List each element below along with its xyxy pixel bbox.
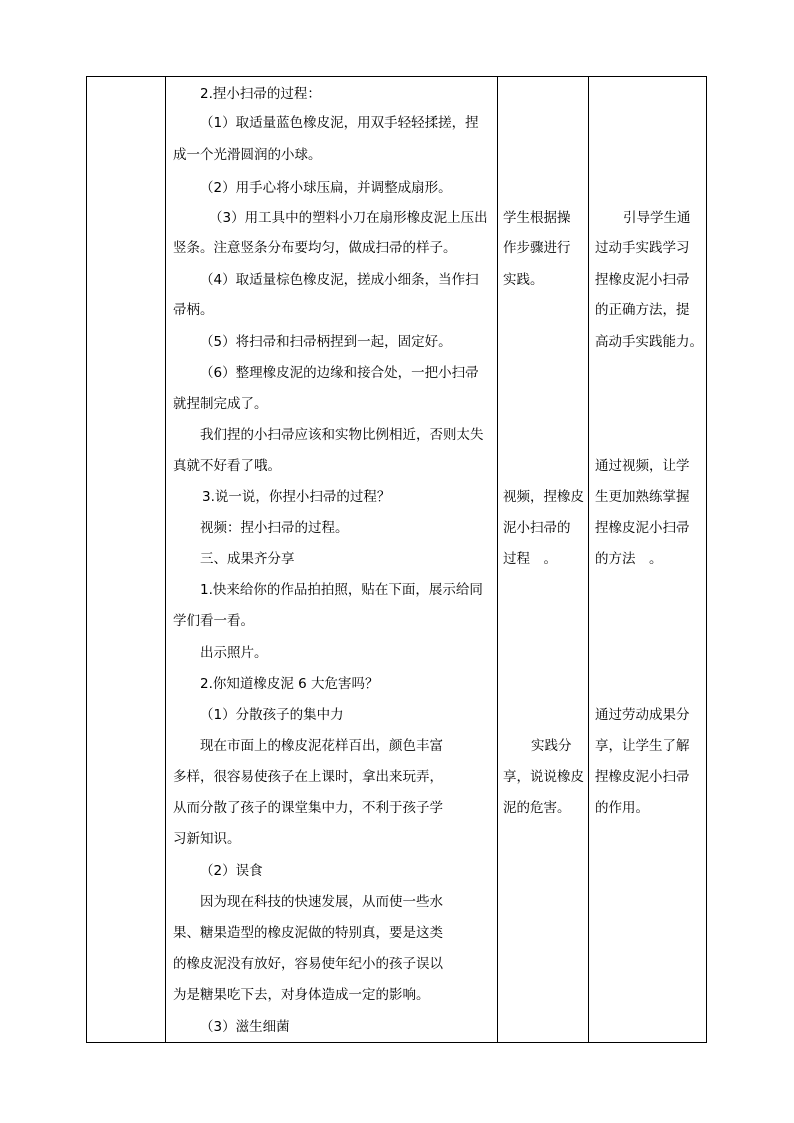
text-line: 捏橡皮泥小扫帚 <box>595 520 690 536</box>
text-line: 真就不好看了哦。 <box>173 458 281 474</box>
text-line: 过动手实践学习 <box>595 240 690 256</box>
text-line: 从而分散了孩子的课堂集中力，不利于孩子学 <box>173 800 443 816</box>
text-line: 过程 。 <box>503 551 557 567</box>
text-line: （6）整理橡皮泥的边缘和接合处，一把小扫帚 <box>200 365 479 381</box>
text-line: 2.你知道橡皮泥 6 大危害吗？ <box>200 676 379 692</box>
text-line: 我们捏的小扫帚应该和实物比例相近，否则太失 <box>200 427 484 443</box>
text-line: 作步骤进行 <box>503 240 571 256</box>
text-line: （1）取适量蓝色橡皮泥，用双手轻轻揉搓，捏 <box>200 115 479 131</box>
text-line: 因为现在科技的快速发展，从而使一些水 <box>200 894 443 910</box>
text-line: 成一个光滑圆润的小球。 <box>173 147 322 163</box>
text-line: 实践。 <box>503 272 544 288</box>
text-line: 通过视频，让学 <box>595 458 690 474</box>
text-line: 泥小扫帚的 <box>503 520 571 536</box>
text-line: 通过劳动成果分 <box>595 707 690 723</box>
text-line: 享，让学生了解 <box>595 738 690 754</box>
text-line: 现在市面上的橡皮泥花样百出，颜色丰富 <box>200 738 443 754</box>
text-line: 1.快来给你的作品拍拍照，贴在下面，展示给同 <box>200 582 483 598</box>
column-divider <box>165 77 166 1042</box>
text-line: （5）将扫帚和扫帚柄捏到一起，固定好。 <box>200 334 452 350</box>
column-divider <box>497 77 498 1042</box>
text-line: 享，说说橡皮 <box>503 769 584 785</box>
text-line: （1）分散孩子的集中力 <box>200 707 344 723</box>
text-line: （2）用手心将小球压扁，并调整成扇形。 <box>200 180 452 196</box>
text-line: 泥的危害。 <box>503 800 571 816</box>
text-line: 竖条。注意竖条分布要均匀，做成扫帚的样子。 <box>173 240 457 256</box>
text-line: 实践分 <box>531 738 572 754</box>
text-line: （3）用工具中的塑料小刀在扇形橡皮泥上压出 <box>209 210 488 226</box>
text-line: 的方法 。 <box>595 551 663 567</box>
text-line: 学生根据操 <box>503 210 571 226</box>
text-line: 的作用。 <box>595 800 649 816</box>
text-line: 为是糖果吃下去，对身体造成一定的影响。 <box>173 987 430 1003</box>
text-line: 果、糖果造型的橡皮泥做的特别真，要是这类 <box>173 925 443 941</box>
text-line: 视频：捏小扫帚的过程。 <box>200 520 349 536</box>
text-line: 三、成果齐分享 <box>200 551 295 567</box>
text-line: 的正确方法，提 <box>595 302 690 318</box>
text-line: 视频，捏橡皮 <box>503 489 584 505</box>
text-line: 多样，很容易使孩子在上课时，拿出来玩弄， <box>173 769 443 785</box>
text-line: 2.捏小扫帚的过程： <box>200 86 321 102</box>
text-line: 捏橡皮泥小扫帚 <box>595 769 690 785</box>
text-line: （4）取适量棕色橡皮泥，搓成小细条，当作扫 <box>200 272 479 288</box>
text-line: 学们看一看。 <box>173 613 254 629</box>
text-line: 生更加熟练掌握 <box>595 489 690 505</box>
text-line: 习新知识。 <box>173 831 241 847</box>
text-line: 的橡皮泥没有放好，容易使年纪小的孩子误以 <box>173 956 443 972</box>
text-line: 帚柄。 <box>173 302 214 318</box>
column-divider <box>588 77 589 1042</box>
text-line: （2）误食 <box>200 863 263 879</box>
text-line: 3.说一说，你捏小扫帚的过程？ <box>202 489 391 505</box>
text-line: 引导学生通 <box>623 210 691 226</box>
text-line: 出示照片。 <box>200 645 268 661</box>
text-line: 捏橡皮泥小扫帚 <box>595 272 690 288</box>
text-line: 高动手实践能力。 <box>595 334 703 350</box>
text-line: （3）滋生细菌 <box>200 1019 290 1035</box>
text-line: 就捏制完成了。 <box>173 396 268 412</box>
